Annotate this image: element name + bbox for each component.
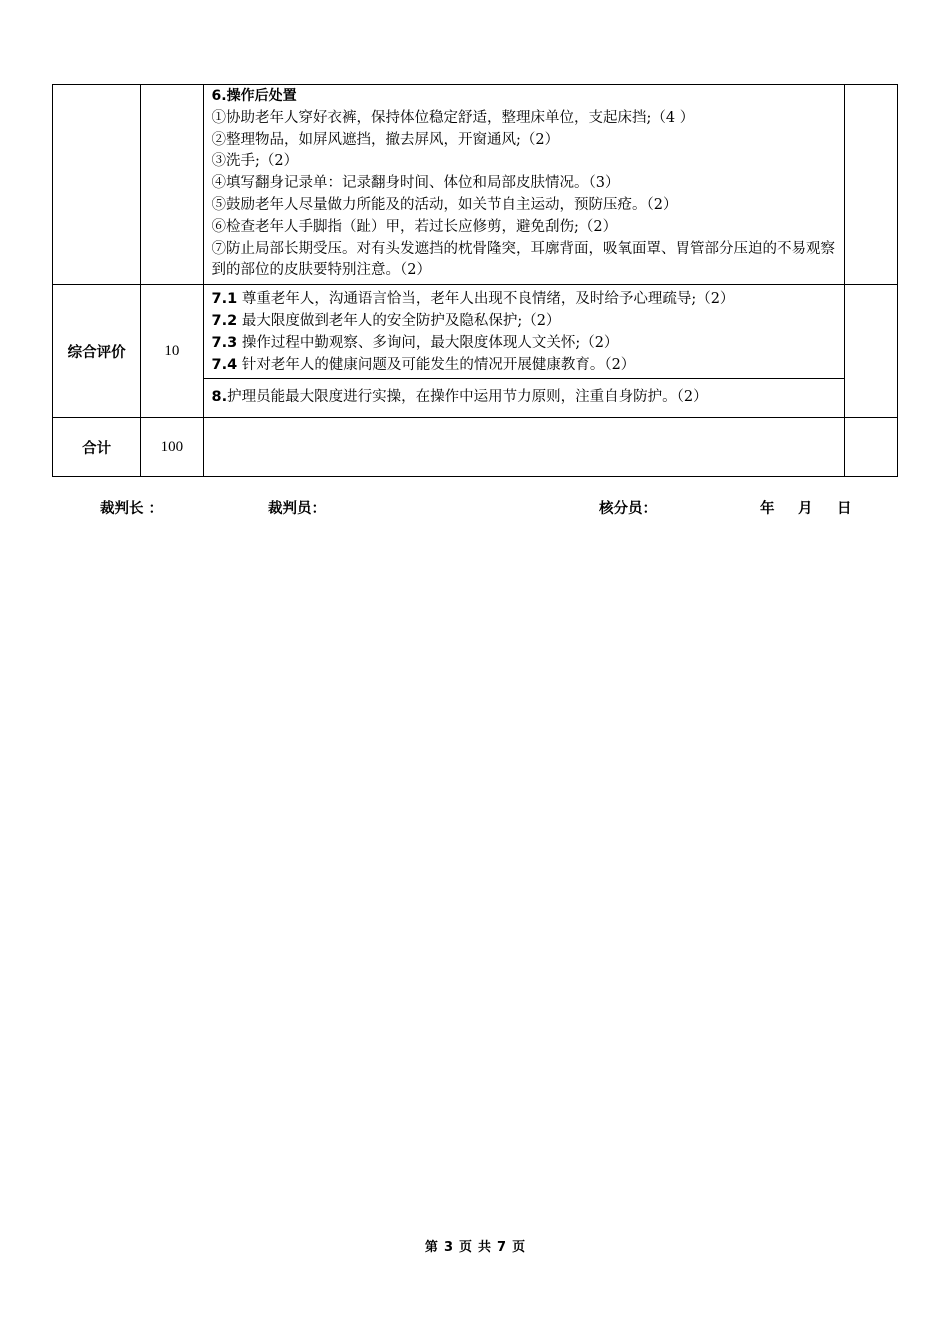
section-title: 6.操作后处置 — [211, 88, 297, 104]
page-number — [0, 1236, 950, 1255]
total-content-empty — [203, 418, 844, 477]
item8-content — [203, 379, 844, 418]
list-item: 8.护理员能最大限度进行实操，在操作中运用节力原则，注重自身防护。（2） — [211, 388, 708, 405]
list-item: 7.4 针对老年人的健康问题及可能发生的情况开展健康教育。（2） — [211, 356, 636, 373]
row-total — [53, 418, 898, 477]
score-value: 10 — [141, 285, 203, 418]
pager-text: 页 — [458, 1240, 472, 1255]
list-item: ③洗手;（2） — [211, 153, 299, 170]
pager-total: 7 — [497, 1240, 507, 1255]
score-cell-empty — [141, 85, 203, 285]
category-cell-empty — [53, 85, 141, 285]
deduction-cell — [844, 418, 897, 477]
pager-text: 页 — [512, 1240, 526, 1255]
pager-text: 第 — [424, 1240, 438, 1255]
total-label: 合计 — [53, 418, 141, 477]
deduction-cell — [844, 85, 897, 285]
total-score: 100 — [141, 418, 203, 477]
judge-label: 裁判员： — [268, 501, 326, 517]
list-item: 7.3 操作过程中勤观察、多询问，最大限度体现人文关怀;（2） — [211, 334, 619, 351]
pager-text: 共 — [478, 1240, 492, 1255]
score-sheet-table — [52, 84, 898, 471]
list-item: ④填写翻身记录单：记录翻身时间、体位和局部皮肤情况。（3） — [211, 175, 620, 192]
signature-line — [0, 497, 950, 519]
list-item: 7.2 最大限度做到老年人的安全防护及隐私保护;（2） — [211, 312, 561, 329]
list-item: ⑥检查老年人手脚指（趾）甲，若过长应修剪，避免刮伤;（2） — [211, 218, 618, 235]
list-item: ②整理物品，如屏风遮挡，撤去屏风，开窗通风;（2） — [211, 131, 560, 148]
list-item: ⑤鼓励老年人尽量做力所能及的活动，如关节自主运动，预防压疮。（2） — [211, 196, 678, 213]
month-label: 月 — [798, 501, 813, 517]
list-item: ①协助老年人穿好衣裤，保持体位稳定舒适，整理床单位，支起床挡;（4 ） — [211, 109, 695, 126]
pager-current: 3 — [443, 1240, 453, 1255]
list-item: 7.1 尊重老年人，沟通语言恰当，老年人出现不良情绪，及时给予心理疏导;（2） — [211, 291, 735, 308]
year-label: 年 — [760, 501, 775, 517]
row-post-operation — [53, 85, 898, 285]
category-label: 综合评价 — [53, 285, 141, 418]
scorer-label: 核分员： — [599, 501, 657, 517]
list-item: ⑦防止局部长期受压。对有头发遮挡的枕骨隆突，耳廓背面，吸氧面罩、胃管部分压迫的不易观察到的部位的皮肤要特别注意。（2） — [211, 240, 836, 279]
post-operation-content — [203, 85, 844, 285]
deduction-cell — [844, 285, 897, 418]
row-evaluation — [53, 285, 898, 379]
day-label: 日 — [837, 501, 852, 517]
chief-judge-label: 裁判长 ： — [100, 501, 164, 517]
evaluation-content — [203, 285, 844, 379]
